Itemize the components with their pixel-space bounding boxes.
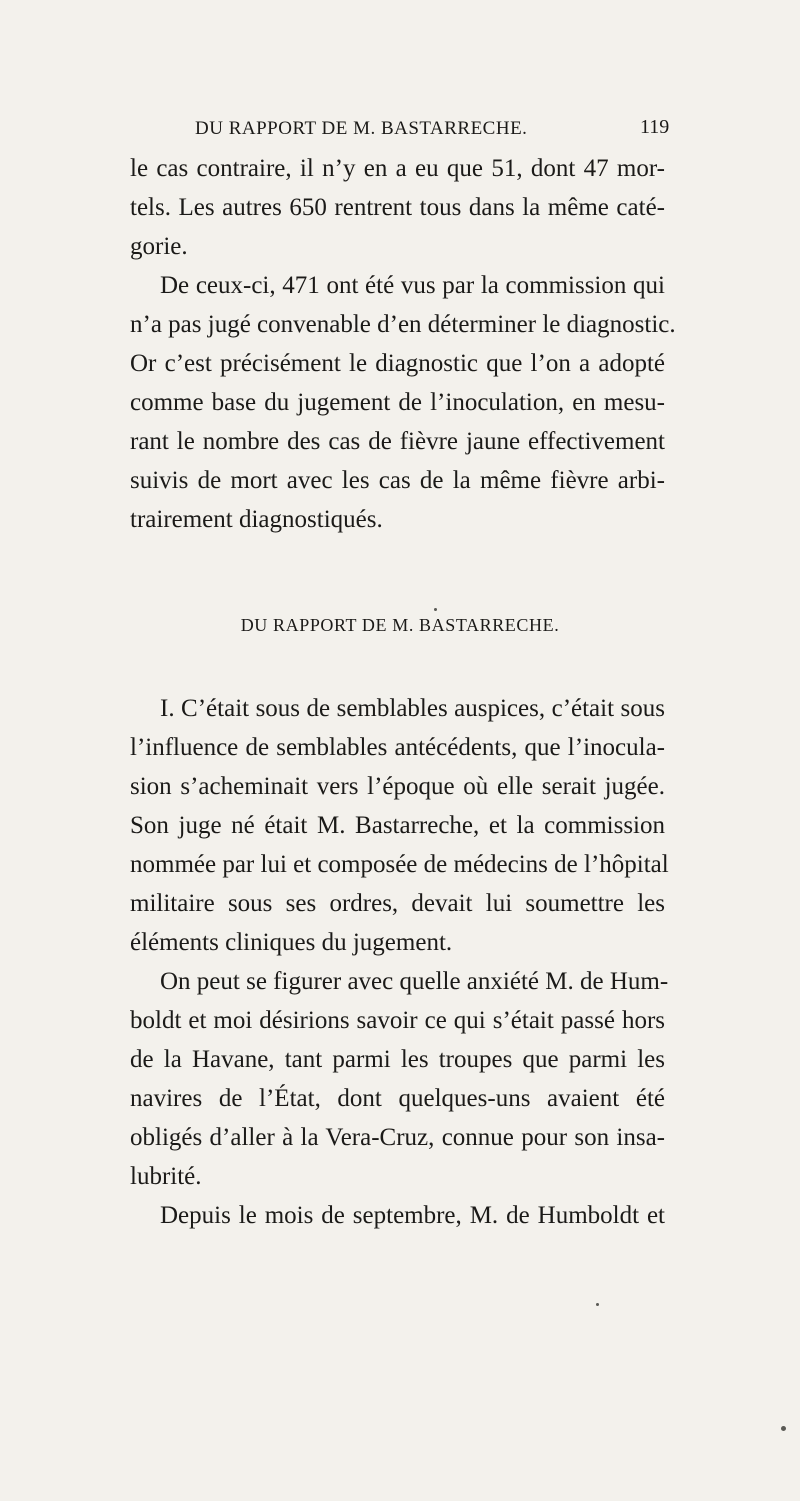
text-line: Depuis le mois de septembre, M. de Humboldt et [160,1202,665,1229]
paragraph-5 [130,1196,665,1235]
text-line: n’a pas jugé convenable d’en déterminer le diagnostic. [130,311,676,338]
text-line: éléments cliniques du jugement. [130,929,453,956]
text-line: On peut se figurer avec quelle anxiété M. de Hum- [160,968,669,995]
paragraph-3 [130,689,669,962]
text-line: boldt et moi désirions savoir ce qui s’était passé hors [130,1007,665,1034]
text-line: gorie. [130,233,188,260]
text-line: comme base du jugement de l’inoculation, en mesu- [130,389,665,416]
running-head: DU RAPPORT DE M. BASTARRECHE. [195,118,528,139]
text-line: Son juge né était M. Bastarreche, et la commission [130,812,665,839]
paragraph-2 [130,266,676,539]
text-line: I. C’était sous de semblables auspices, c’était sous [160,695,665,722]
text-line: le cas contraire, il n’y en a eu que 51, dont 47 mor- [130,155,665,182]
text-line: suivis de mort avec les cas de la même fièvre arbi- [130,467,665,494]
scan-speck [434,608,437,611]
text-line: l’influence de semblables antécédents, que l’inocula- [130,734,665,761]
text-line: de la Havane, tant parmi les troupes que parmi les [130,1046,665,1073]
text-line: tels. Les autres 650 rentrent tous dans la même caté- [130,194,665,221]
paragraph-4 [130,962,669,1196]
text-line: lubrité. [130,1163,202,1190]
paragraph-1 [130,149,665,266]
scan-speck [596,1303,599,1306]
text-line: trairement diagnostiqués. [130,506,383,533]
text-line: militaire sous ses ordres, devait lui soumettre les [130,890,665,917]
text-line: rant le nombre des cas de fièvre jaune effectivement [130,428,665,455]
text-line: De ceux-ci, 471 ont été vus par la commission qui [160,272,665,299]
scan-speck [781,1426,786,1431]
text-line: obligés d’aller à la Vera-Cruz, connue pour son insa- [130,1124,665,1151]
text-line: nommée par lui et composée de médecins de l’hôpital [130,851,669,878]
page-number: 119 [640,116,670,138]
text-line: navires de l’État, dont quelques-uns avaient été [130,1085,665,1112]
section-heading: DU RAPPORT DE M. BASTARRECHE. [240,615,560,635]
text-line: sion s’acheminait vers l’époque où elle serait jugée. [130,773,665,800]
text-line: Or c’est précisément le diagnostic que l’on a adopté [130,350,665,377]
